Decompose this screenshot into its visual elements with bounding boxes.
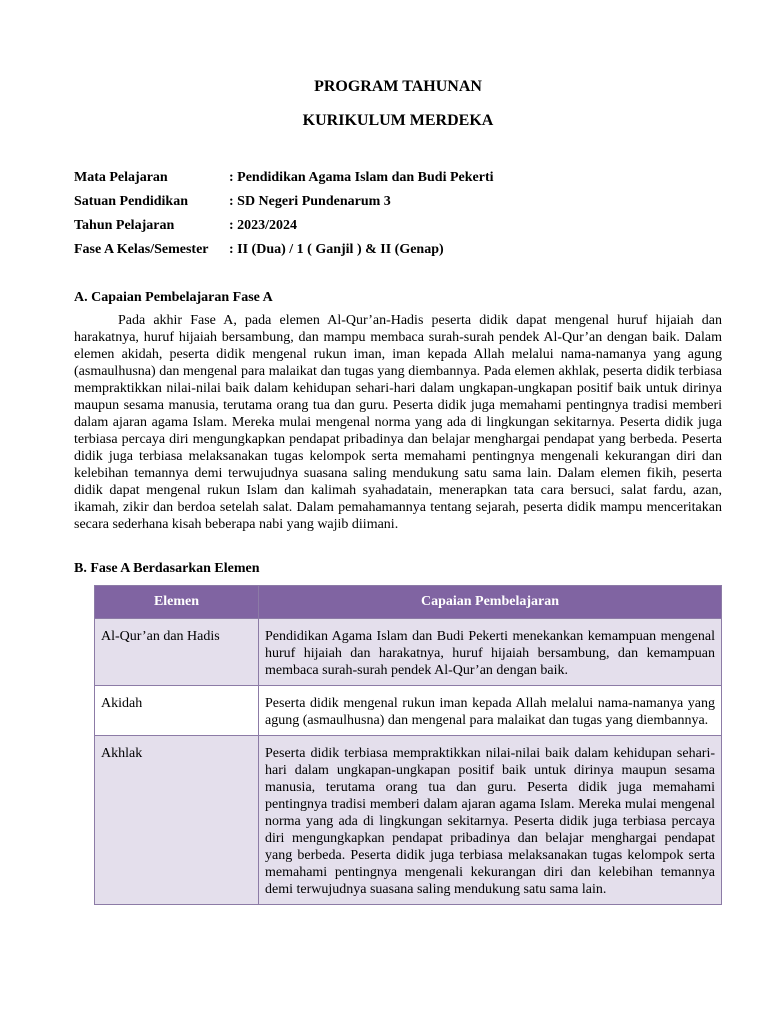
meta-value: : SD Negeri Pundenarum 3 (229, 194, 391, 209)
meta-value: : Pendidikan Agama Islam dan Budi Pekerti (229, 170, 494, 185)
cell-elemen: Akhlak (95, 736, 259, 905)
table-header-row (95, 586, 722, 619)
cell-capaian: Peserta didik mengenal rukun iman kepada Allah melalui nama-namanya yang agung (asmaulhusna) dan mengenal para malaikat dan tugas yang diembannya. (259, 686, 722, 736)
section-a-paragraph: Pada akhir Fase A, pada elemen Al-Qur’an-Hadis peserta didik dapat mengenal huruf hijaiah dan harakatnya, huruf hijaiah bersambung, dan mampu membaca surah-surah pendek Al-Qur’an dengan baik. Dalam elemen akidah, peserta didik mengenal rukun iman, iman kepada Allah melalui nama-namanya yang agung (asmaulhusna) dan mengenal para malaikat dan tugas yang diembannya. Pada elemen akhlak, peserta didik terbiasa mempraktikkan nilai-nilai baik dalam kehidupan sehari-hari dalam ungkapan-ungkapan positif baik untuk dirinya maupun sesama manusia, terutama orang tua dan guru. Peserta didik juga memahami pentingnya tradisi memberi dalam ajaran agama Islam. Mereka mulai mengenal norma yang ada di lingkungan sekitarnya. Peserta didik juga terbiasa percaya diri mengungkapkan pendapat pribadinya dan belajar menghargai pendapat yang berbeda. Peserta didik juga terbiasa melaksanakan tugas kelompok serta memahami pentingnya mengenali kekurangan diri dan kelebihan temannya demi terwujudnya suasana saling mendukung satu sama lain. Dalam elemen fikih, peserta didik dapat mengenal rukun Islam dan kalimah syahadatain, menerapkan tata cara bersuci, salat fardu, azan, ikamah, zikir dan berdoa setelah salat. Dalam pemahamannya tentang sejarah, peserta didik mampu menceritakan secara sederhana kisah beberapa nabi yang wajib diimani. (74, 313, 722, 532)
meta-label: Satuan Pendidikan (74, 194, 188, 209)
header-elemen: Elemen (95, 586, 259, 619)
table-row (95, 736, 722, 905)
cell-capaian: Pendidikan Agama Islam dan Budi Pekerti menekankan kemampuan mengenal huruf hijaiah dan harakatnya, huruf hijaiah bersambung, dan kemampuan membaca surah-surah pendek Al-Qur’an dengan baik. (259, 619, 722, 686)
document-subtitle: KURIKULUM MERDEKA (302, 112, 494, 129)
elemen-table (94, 585, 722, 905)
header-capaian-pembelajaran: Capaian Pembelajaran (259, 586, 722, 619)
metadata-block (74, 166, 722, 262)
meta-value: : II (Dua) / 1 ( Ganjil ) & II (Genap) (229, 242, 444, 257)
section-b-heading: B. Fase A Berdasarkan Elemen (74, 561, 260, 576)
meta-label: Mata Pelajaran (74, 170, 168, 185)
meta-row-mata-pelajaran (74, 166, 722, 190)
meta-value: : 2023/2024 (229, 218, 298, 233)
document-page (74, 70, 722, 905)
table-row (95, 686, 722, 736)
meta-label: Fase A Kelas/Semester (74, 242, 209, 257)
meta-row-fase-kelas-semester (74, 238, 722, 262)
table-row (95, 619, 722, 686)
cell-elemen: Al-Qur’an dan Hadis (95, 619, 259, 686)
meta-row-tahun-pelajaran (74, 214, 722, 238)
meta-label: Tahun Pelajaran (74, 218, 175, 233)
meta-row-satuan-pendidikan (74, 190, 722, 214)
document-title: PROGRAM TAHUNAN (314, 78, 482, 95)
cell-capaian: Peserta didik terbiasa mempraktikkan nilai-nilai baik dalam kehidupan sehari-hari dalam ungkapan-ungkapan positif baik untuk dirinya maupun sesama manusia, terutama orang tua dan guru. Peserta didik juga memahami pentingnya tradisi memberi dalam ajaran agama Islam. Mereka mulai mengenal norma yang ada di lingkungan sekitarnya. Peserta didik juga terbiasa percaya diri mengungkapkan pendapat pribadinya dan belajar menghargai pendapat yang berbeda. Peserta didik juga terbiasa melaksanakan tugas kelompok serta memahami pentingnya mengenali kekurangan diri dan kelebihan temannya demi terwujudnya suasana saling mendukung satu sama lain. (259, 736, 722, 905)
section-a-heading: A. Capaian Pembelajaran Fase A (74, 290, 273, 305)
cell-elemen: Akidah (95, 686, 259, 736)
